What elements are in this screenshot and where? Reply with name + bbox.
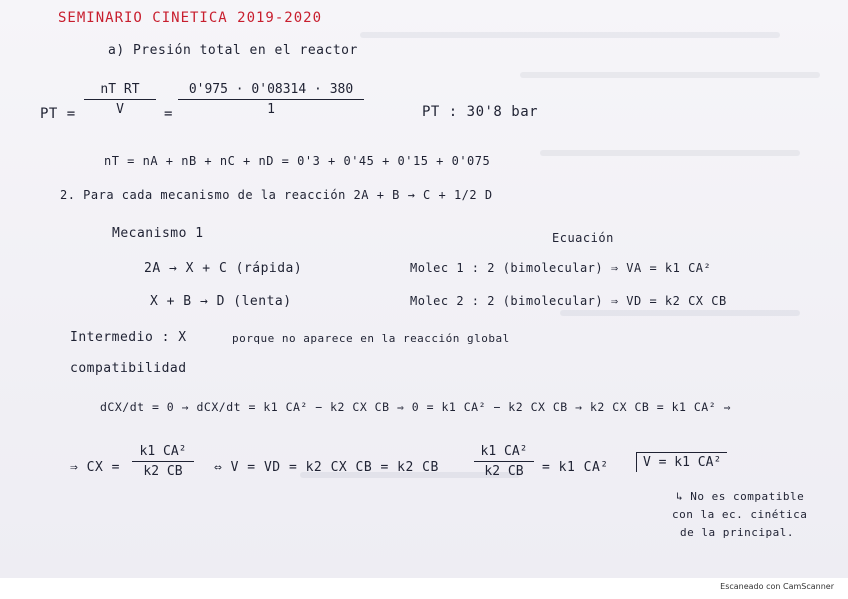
bleed-through-line: [560, 310, 800, 316]
scanner-watermark: Escaneado con CamScanner: [720, 582, 834, 591]
fraction-numerator: k1 CA²: [139, 444, 187, 459]
bleed-through-line: [540, 150, 800, 156]
mechanism-title: Mecanismo 1: [112, 226, 204, 241]
fraction-denominator: 1: [267, 102, 275, 117]
ecuacion-label: Ecuación: [552, 231, 614, 245]
bleed-through-line: [520, 72, 820, 78]
step-1-equation: 2A → X + C (rápida): [144, 261, 303, 276]
bleed-through-line: [360, 32, 780, 38]
fraction-numerator: 0'975 · 0'08314 · 380: [188, 82, 354, 97]
page-title: SEMINARIO CINETICA 2019-2020: [58, 10, 323, 26]
pt-result: PT : 30'8 bar: [422, 104, 539, 120]
fraction-denominator: k2 CB: [484, 464, 524, 479]
fraction-numeric: [178, 82, 364, 117]
cx-fraction: [132, 444, 194, 479]
fraction-numerator: nT RT: [100, 82, 140, 97]
part-2-heading: 2. Para cada mecanismo de la reacción 2A + B → C + 1/2 D: [60, 188, 493, 202]
fraction-ntrt-over-v: [84, 82, 156, 117]
conclusion-line-2: con la ec. cinética: [672, 508, 808, 521]
boxed-rate-result: V = k1 CA²: [636, 452, 727, 472]
rate-tail: = k1 CA²: [542, 460, 609, 475]
fraction-denominator: k2 CB: [143, 464, 183, 479]
intermediate-note: porque no aparece en la reacción global: [232, 332, 510, 345]
intermediate-label: Intermedio : X: [70, 330, 187, 345]
equals-sign: =: [164, 106, 173, 122]
moles-sum: nT = nA + nB + nC + nD = 0'3 + 0'45 + 0'15 + 0'075: [104, 154, 491, 168]
part-a-label: a) Presión total en el reactor: [108, 43, 358, 58]
compatibility-label: compatibilidad: [70, 361, 187, 376]
pt-lhs: PT =: [40, 106, 76, 122]
fraction-numerator: k1 CA²: [480, 444, 528, 459]
rate-fraction: [474, 444, 534, 479]
fraction-denominator: V: [116, 102, 124, 117]
step-2-equation: X + B → D (lenta): [150, 294, 292, 309]
conclusion-line-3: de la principal.: [680, 526, 794, 539]
step-1-rate: Molec 1 : 2 (bimolecular) ⇒ VA = k1 CA²: [410, 261, 712, 275]
rate-equality: ⇔ V = VD = k2 CX CB = k2 CB: [214, 460, 439, 475]
cx-prefix: ⇒ CX =: [70, 460, 120, 475]
conclusion-line-1: ↳ No es compatible: [676, 490, 805, 503]
step-2-rate: Molec 2 : 2 (bimolecular) ⇒ VD = k2 CX CB: [410, 294, 727, 308]
steady-state-derivation: dCX/dt = 0 → dCX/dt = k1 CA² − k2 CX CB ⇒ 0 = k1 CA² − k2 CX CB → k2 CX CB = k1 CA² ⇒: [100, 400, 732, 414]
